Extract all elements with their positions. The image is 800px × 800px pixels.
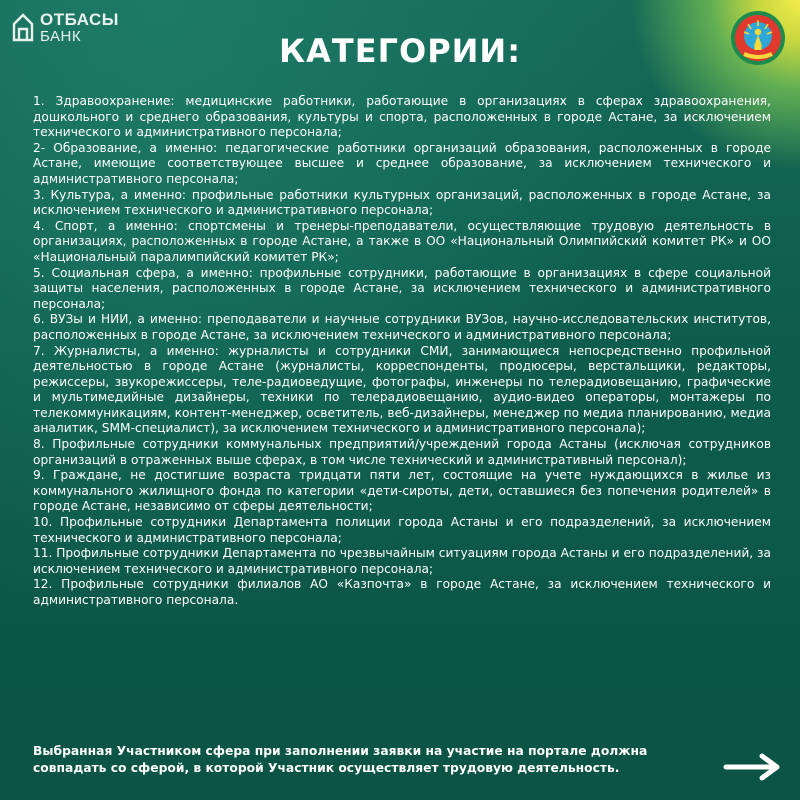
category-item: 9. Граждане, не достигшие возраста тридцати пяти лет, состоящие на учете нуждающихся в жилье из коммунального жилищного фонда по категории «дети-сироты, дети, оставшиеся без попечения родителей» в городе Астане, независимо от сферы деятельности; bbox=[33, 468, 771, 514]
footer-note: Выбранная Участником сфера при заполнении заявки на участие на портале должна совпадать со сферой, в которой Участник осуществляет трудовую деятельность. bbox=[33, 744, 648, 775]
bank-name: ОТБАСЫ bbox=[40, 9, 119, 29]
bank-subtitle: БАНК bbox=[40, 27, 82, 45]
category-item: 4. Спорт, а именно: спортсмены и тренеры-преподаватели, осуществляющие трудовую деятельность в организациях, расположенных в городе Астане, а также в ОО «Национальный Олимпийский комитет РК» и ОО «Национальный паралимпийский комитет РК»; bbox=[33, 218, 771, 264]
category-item: 1. Здравоохранение: медицинские работники, работающие в организациях в сферах здравоохранения, дошкольного и среднего образования, культуры и спорта, расположенных в городе Астане, за исключением технического и административного персонала; bbox=[33, 94, 771, 140]
category-item: 10. Профильные сотрудники Департамента полиции города Астаны и его подразделений, за исключением технического и административного персонала; bbox=[33, 515, 771, 545]
categories-list bbox=[33, 94, 771, 609]
category-item: 5. Социальная сфера, а именно: профильные сотрудники, работающие в организациях в сфере социальной защиты населения, расположенных в городе Астане, за исключением технического и административного персонала; bbox=[33, 265, 771, 311]
page-title: КАТЕГОРИИ: bbox=[278, 32, 521, 70]
category-item: 7. Журналисты, а именно: журналисты и сотрудники СМИ, занимающиеся непосредственно профильной деятельностью в городе Астане (журналисты, корреспонденты, продюсеры, верстальщики, редакторы, режиссеры, звукорежиссеры, теле-радиоведущие, фотографы, инженеры по телерадиовещанию, графические и мультимедийные дизайнеры, техники по телерадиовещанию, аудио-видео операторы, монтажеры по телекоммуникациям, контент-менеджер, осветитель, веб-дизайнеры, менеджер по медиа планированию, медиа аналитик, SMM-специалист), за исключением технического и административного персонала); bbox=[33, 343, 771, 436]
category-item: 11. Профильные сотрудники Департамента по чрезвычайным ситуациям города Астаны и его подразделений, за исключением технического и административного персонала; bbox=[33, 546, 771, 576]
category-item: 12. Профильные сотрудники филиалов АО «Казпочта» в городе Астане, за исключением технического и административного персонала. bbox=[33, 577, 771, 607]
category-item: 3. Культура, а именно: профильные работники культурных организаций, расположенных в городе Астане, за исключением технического и административного персонала; bbox=[33, 187, 771, 218]
category-item: 8. Профильные сотрудники коммунальных предприятий/учреждений города Астаны (исключая сотрудников организаций в отраженных выше сферах, в том числе технический и административный персонал); bbox=[33, 437, 771, 467]
category-item: 2- Образование, а именно: педагогические работники организаций образования, расположенных в городе Астане, имеющие соответствующее высшее и среднее образование, за исключением технического и административного персонала; bbox=[33, 140, 771, 186]
category-item: 6. ВУЗы и НИИ, а именно: преподаватели и научные сотрудники ВУЗов, научно-исследовательских институтов, расположенных в городе Астане, за исключением технического и административного персонала; bbox=[33, 312, 771, 342]
arrow-right-icon[interactable] bbox=[722, 752, 784, 782]
